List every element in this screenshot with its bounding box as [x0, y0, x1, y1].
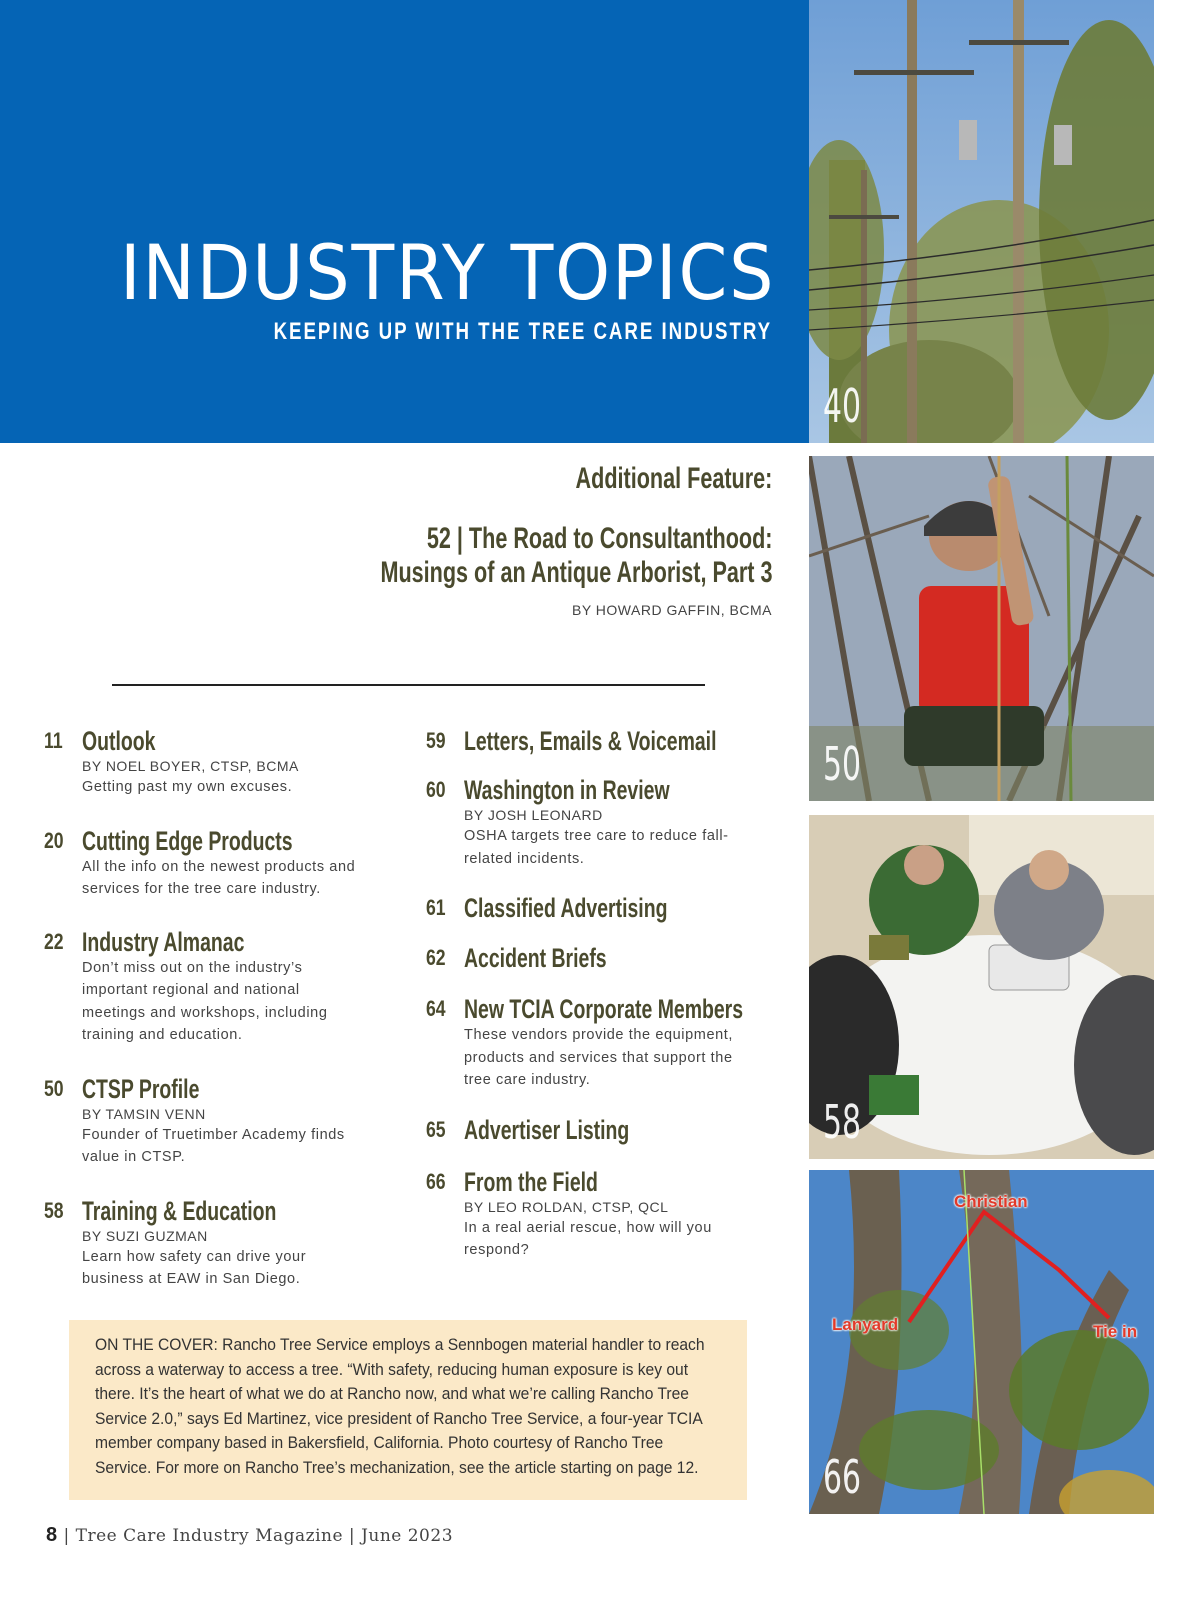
toc-left-column [44, 726, 364, 1291]
entry-page-number: 64 [426, 996, 446, 1021]
photo-page-number: 66 [823, 1450, 862, 1504]
photo-page-number: 58 [823, 1095, 862, 1149]
entry-title: Letters, Emails & Voicemail [464, 726, 717, 756]
entry-title: Training & Education [82, 1195, 277, 1226]
toc-entry-new-tcia-corporate-members[interactable] [426, 994, 744, 1092]
entry-page-number: 60 [426, 777, 446, 802]
page-footer [46, 1524, 453, 1547]
entry-title: Classified Advertising [464, 893, 668, 923]
hero-banner [0, 0, 810, 443]
label-tie-in: Tie in [1093, 1322, 1138, 1341]
additional-feature-label: Additional Feature: [575, 462, 772, 495]
photo-rigging [809, 1170, 1154, 1514]
entry-page-number: 22 [44, 928, 64, 954]
entry-byline: BY NOEL BOYER, CTSP, BCMA [82, 758, 299, 774]
entry-description: All the info on the newest products and services for the tree care industry. [82, 858, 356, 897]
toc-right-column [426, 726, 744, 1262]
section-subtitle: KEEPING UP WITH THE TREE CARE INDUSTRY [273, 318, 772, 345]
entry-title: Industry Almanac [82, 926, 245, 957]
feature-title-line1: 52 | The Road to Consultanthood: [426, 522, 772, 555]
entry-byline: BY JOSH LEONARD [464, 807, 603, 823]
photo-climber [809, 456, 1154, 801]
section-title: INDUSTRY TOPICS [119, 228, 775, 317]
entry-title: CTSP Profile [82, 1073, 200, 1104]
entry-description: Don’t miss out on the industry’s important regional and national meetings and workshops, including training and education. [82, 959, 328, 1043]
photo-meeting [809, 815, 1154, 1159]
feature-title[interactable] [380, 522, 772, 590]
entry-page-number: 65 [426, 1116, 446, 1142]
entry-byline: BY TAMSIN VENN [82, 1105, 206, 1122]
toc-entry-outlook[interactable] [44, 726, 364, 799]
entry-byline: BY SUZI GUZMAN [82, 1227, 208, 1244]
toc-entry-ctsp-profile[interactable] [44, 1074, 364, 1169]
entry-page-number: 58 [44, 1197, 64, 1223]
toc-entry-washington-in-review[interactable] [426, 775, 736, 870]
toc-entry-classified-advertising[interactable] [426, 893, 736, 923]
entry-title: Cutting Edge Products [82, 825, 293, 856]
footer-page-number: 8 [46, 1524, 58, 1546]
entry-description: OSHA targets tree care to reduce fall-related incidents. [464, 828, 729, 867]
entry-description: Founder of Truetimber Academy finds value in CTSP. [82, 1126, 345, 1165]
power-lines-image [809, 0, 1154, 443]
toc-entry-letters-emails-voicemail[interactable] [426, 726, 736, 756]
footer-publication: | Tree Care Industry Magazine | June 2023 [57, 1526, 454, 1546]
toc-entry-accident-briefs[interactable] [426, 943, 736, 973]
label-lanyard: Lanyard [832, 1315, 899, 1334]
on-the-cover-box [69, 1320, 747, 1500]
entry-title: Outlook [82, 726, 156, 756]
toc-entry-from-the-field[interactable] [426, 1167, 736, 1262]
entry-title: From the Field [464, 1166, 598, 1197]
entry-description: Getting past my own excuses. [82, 779, 293, 795]
feature-title-line2: Musings of an Antique Arborist, Part 3 [379, 556, 772, 589]
toc-entry-industry-almanac[interactable] [44, 927, 364, 1047]
entry-page-number: 11 [44, 728, 63, 753]
on-the-cover-text: ON THE COVER: Rancho Tree Service employs a Sennbogen material handler to reach across a waterway to access a tree. “With safety, reducing human exposure is key out there. It’s the heart of what we do at Rancho now, and what we’re calling Rancho Tree Service 2.0,” says Ed Martinez, vice president of Rancho Tree Service, a four-year TCIA member company based in Bakersfield, California. Photo courtesy of Rancho Tree Service. For more on Rancho Tree’s mechanization, see the article starting on page 12. [95, 1335, 705, 1477]
entry-byline: BY LEO ROLDAN, CTSP, QCL [464, 1198, 669, 1215]
entry-page-number: 20 [44, 827, 64, 853]
toc-entry-cutting-edge-products[interactable] [44, 826, 364, 901]
entry-page-number: 59 [426, 728, 446, 753]
entry-description: In a real aerial rescue, how will you respond? [464, 1219, 712, 1258]
feature-byline: BY HOWARD GAFFIN, BCMA [571, 602, 772, 618]
divider [112, 684, 705, 686]
entry-title: Washington in Review [464, 775, 670, 805]
photo-page-number: 50 [823, 737, 862, 791]
entry-description: These vendors provide the equipment, products and services that support the tree care industry. [464, 1027, 734, 1088]
photo-power-lines [809, 0, 1154, 443]
entry-title: Advertiser Listing [464, 1114, 630, 1145]
entry-description: Learn how safety can drive your business at EAW in San Diego. [82, 1248, 307, 1287]
entry-page-number: 66 [426, 1168, 446, 1194]
entry-page-number: 62 [426, 945, 446, 970]
entry-title: Accident Briefs [464, 943, 607, 973]
toc-entry-advertiser-listing[interactable] [426, 1115, 736, 1145]
label-christian: Christian [954, 1192, 1028, 1211]
photo-page-number: 40 [823, 379, 862, 433]
entry-title: New TCIA Corporate Members [464, 994, 744, 1024]
entry-page-number: 61 [426, 895, 446, 920]
entry-page-number: 50 [44, 1075, 64, 1101]
toc-entry-training-education[interactable] [44, 1196, 364, 1291]
